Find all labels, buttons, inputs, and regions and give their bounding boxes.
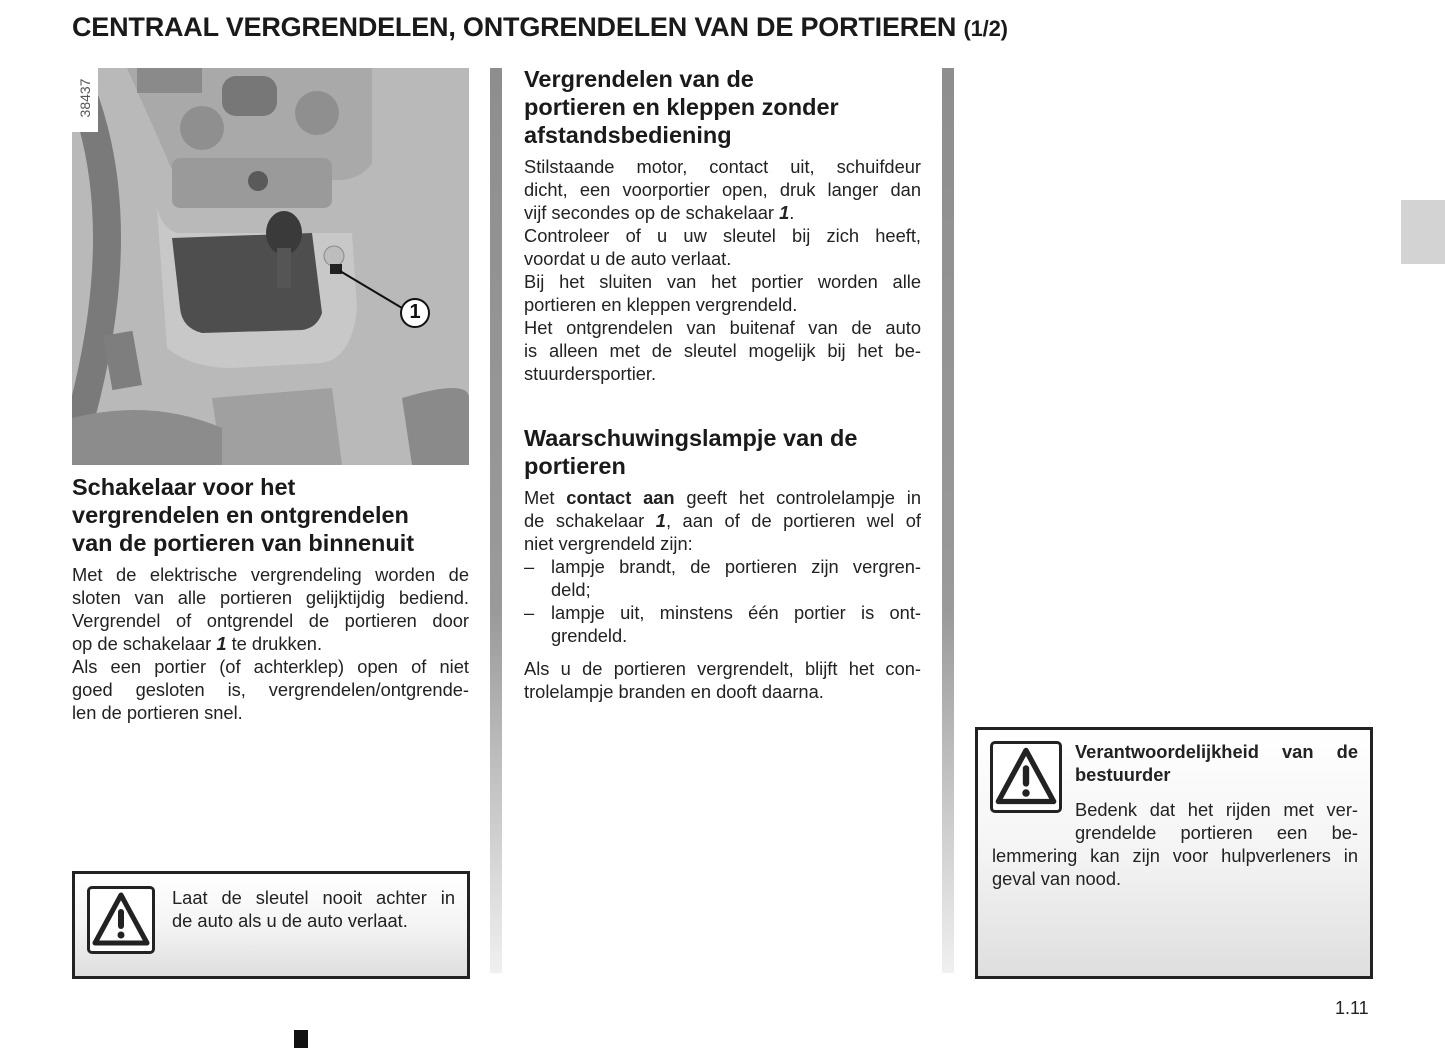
page-title-part: (1/2) [963, 16, 1008, 41]
dashboard-illustration [72, 68, 469, 465]
paragraph [72, 655, 469, 724]
text-line: stuurdersportier. [524, 363, 657, 384]
page-title-text: CENTRAAL VERGRENDELEN, ONTGRENDELEN VAN DE PORTIEREN [72, 12, 957, 42]
warning-triangle-icon [990, 741, 1062, 813]
paragraph [524, 316, 921, 385]
text-line [524, 509, 921, 532]
paragraph [524, 155, 921, 224]
text-line: portieren en kleppen vergrendeld. [524, 294, 798, 315]
text-line: grendeld. [551, 625, 628, 646]
text-line: Verantwoordelijkheid van de [1075, 741, 1358, 762]
text-line: bestuurder [1075, 764, 1171, 785]
emphasis-text: 1 [655, 510, 666, 531]
section-heading [524, 65, 921, 149]
text-segment: vijf secondes op de schakelaar [524, 202, 780, 223]
text-line: trolelampje branden en dooft daarna. [524, 681, 824, 702]
text-line: Bedenk dat het rijden met ver- [1075, 799, 1358, 820]
text-segment: te drukken. [226, 633, 323, 654]
heading-line: portieren [524, 453, 626, 479]
heading-line: afstandsbediening [524, 122, 732, 148]
locking-without-remote-section [524, 65, 921, 703]
text-line: lemmering kan zijn voor hulpverleners in [992, 845, 1358, 866]
text-line [72, 632, 469, 655]
text-line: Stilstaande motor, contact uit, schuifdeur [524, 156, 921, 177]
text-line: niet vergrendeld zijn: [524, 533, 693, 554]
text-line: Bij het sluiten van het portier worden alle [524, 271, 921, 292]
section-heading [72, 473, 469, 557]
text-line: Vergrendel of ontgrendel de portieren door [72, 610, 469, 631]
text-line: Laat de sleutel nooit achter in [172, 887, 455, 908]
text-line: dicht, een voorportier open, druk langer dan [524, 179, 921, 200]
text-line: is alleen met de sleutel mogelijk bij het be- [524, 340, 921, 361]
image-reference [72, 68, 98, 132]
dashboard-photo [72, 68, 469, 465]
warning-triangle-icon [87, 886, 155, 954]
paragraph [524, 270, 921, 316]
emphasis-text: contact aan [566, 487, 675, 508]
emphasis-text: 1 [779, 202, 790, 223]
text-line: Als een portier (of achterklep) open of niet [72, 656, 469, 677]
text-line [524, 486, 921, 509]
text-line: sloten van alle portieren gelijktijdig bediend. [72, 587, 469, 608]
image-reference-number: 38437 [77, 78, 93, 118]
list-item [524, 555, 921, 601]
text-segment: de schakelaar [524, 510, 656, 531]
heading-line: Vergrendelen van de [524, 66, 754, 92]
paragraph [524, 657, 921, 703]
heading-line: portieren en kleppen zonder [524, 94, 839, 120]
text-line: voordat u de auto verlaat. [524, 248, 732, 269]
list-item [524, 601, 921, 647]
section-tab [1401, 200, 1445, 264]
paragraph [72, 563, 469, 655]
heading-line: vergrendelen en ontgrendelen [72, 502, 409, 528]
text-segment: . [789, 202, 795, 223]
text-line: Het ontgrendelen van buitenaf van de auto [524, 317, 921, 338]
text-line: grendelde portieren een be- [1075, 822, 1358, 843]
column-divider [490, 68, 502, 973]
text-line: Met de elektrische vergrendeling worden de [72, 564, 469, 585]
heading-line: van de portieren van binnenuit [72, 530, 415, 556]
text-line: len de portieren snel. [72, 702, 243, 723]
text-segment: op de schakelaar [72, 633, 217, 654]
text-line: Als u de portieren vergrendelt, blijft het con- [524, 658, 921, 679]
page-title [72, 12, 1008, 43]
column-divider [942, 68, 954, 973]
warning-box-key [72, 871, 470, 979]
text-segment: , aan of de portieren wel of [665, 510, 921, 531]
text-line: Controleer of u uw sleutel bij zich heeft, [524, 225, 921, 246]
heading-line: Schakelaar voor het [72, 474, 296, 500]
text-line: – lampje uit, minstens één portier is ont- [524, 602, 921, 623]
emphasis-text: 1 [216, 633, 227, 654]
dash-bullet: – [524, 602, 535, 623]
section-heading [524, 424, 921, 480]
text-line: geval van nood. [992, 868, 1122, 889]
heading-line: Waarschuwingslampje van de [524, 425, 858, 451]
warning-box-driver-responsibility [975, 727, 1373, 979]
paragraph [524, 224, 921, 270]
text-line: deld; [551, 579, 591, 600]
paragraph [524, 486, 921, 555]
text-segment: geeft het controlelampje in [674, 487, 921, 508]
text-line: – lampje brandt, de portieren zijn vergren- [524, 556, 921, 577]
switch-section [72, 473, 469, 724]
callout-label: 1 [409, 301, 421, 323]
text-line: goed gesloten is, vergrendelen/ontgrende- [72, 679, 469, 700]
text-line [524, 201, 921, 224]
dash-bullet: – [524, 556, 535, 577]
text-line: de auto als u de auto verlaat. [172, 910, 408, 931]
text-segment: Met [524, 487, 567, 508]
page-number: 1.11 [1335, 998, 1369, 1018]
print-mark [294, 1030, 308, 1048]
